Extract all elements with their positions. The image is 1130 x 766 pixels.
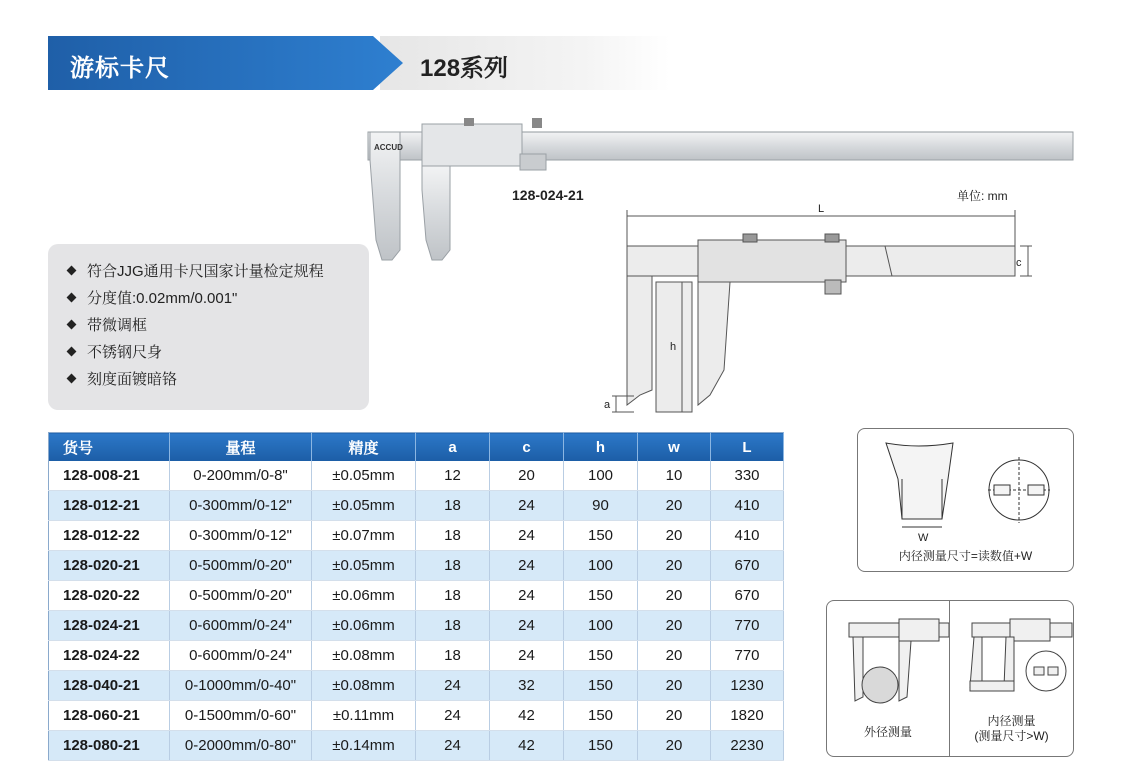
table-cell: 24 <box>416 731 490 761</box>
table-cell: 24 <box>490 611 564 641</box>
feature-item: 刻度面镀暗铬 <box>68 366 369 393</box>
col-header: c <box>490 433 564 462</box>
table-cell: 20 <box>638 701 711 731</box>
spec-table <box>48 432 784 761</box>
dim-h-label: h <box>670 341 677 353</box>
feature-item: 符合JJG通用卡尺国家计量检定规程 <box>68 258 369 285</box>
table-cell: 0-1000mm/0-40" <box>170 671 312 701</box>
table-cell: 20 <box>638 731 711 761</box>
dim-c-label: c <box>1016 257 1022 269</box>
table-row <box>49 521 784 551</box>
dim-L-label: L <box>818 203 825 215</box>
table-cell: 20 <box>490 461 564 491</box>
table-cell: 20 <box>638 551 711 581</box>
diamond-bullet-icon <box>67 347 77 357</box>
table-cell: 0-600mm/0-24" <box>170 611 312 641</box>
table-cell: 128-060-21 <box>49 701 170 731</box>
table-cell: ±0.06mm <box>312 581 416 611</box>
table-cell: 128-020-21 <box>49 551 170 581</box>
table-cell: 128-012-21 <box>49 491 170 521</box>
table-cell: 770 <box>711 611 784 641</box>
table-cell: 128-040-21 <box>49 671 170 701</box>
table-cell: 0-300mm/0-12" <box>170 491 312 521</box>
table-cell: 18 <box>416 581 490 611</box>
table-cell: ±0.08mm <box>312 641 416 671</box>
table-cell: 0-500mm/0-20" <box>170 551 312 581</box>
table-row <box>49 731 784 761</box>
table-row <box>49 491 784 521</box>
table-cell: 20 <box>638 611 711 641</box>
table-cell: 100 <box>564 551 638 581</box>
table-cell: ±0.05mm <box>312 551 416 581</box>
table-cell: 670 <box>711 581 784 611</box>
table-cell: 20 <box>638 581 711 611</box>
col-header: L <box>711 433 784 462</box>
table-cell: 24 <box>490 491 564 521</box>
table-cell: 0-200mm/0-8" <box>170 461 312 491</box>
series-title: 128系列 <box>420 55 509 82</box>
table-cell: 150 <box>564 731 638 761</box>
table-row <box>49 701 784 731</box>
feature-item: 分度值:0.02mm/0.001" <box>68 285 369 312</box>
col-header: w <box>638 433 711 462</box>
page-title: 游标卡尺 <box>70 55 170 82</box>
inner-measure-box <box>857 428 1074 572</box>
table-cell: 128-024-21 <box>49 611 170 641</box>
table-cell: ±0.05mm <box>312 491 416 521</box>
table-cell: ±0.06mm <box>312 611 416 641</box>
table-cell: 18 <box>416 551 490 581</box>
table-cell: 18 <box>416 641 490 671</box>
table-cell: ±0.08mm <box>312 671 416 701</box>
table-cell: 2230 <box>711 731 784 761</box>
table-row <box>49 551 784 581</box>
table-cell: 18 <box>416 611 490 641</box>
table-cell: ±0.11mm <box>312 701 416 731</box>
table-cell: 330 <box>711 461 784 491</box>
table-cell: 24 <box>490 581 564 611</box>
features-panel <box>48 244 369 410</box>
table-cell: 1230 <box>711 671 784 701</box>
table-cell: 0-600mm/0-24" <box>170 641 312 671</box>
feature-item: 不锈钢尺身 <box>68 339 369 366</box>
table-cell: 10 <box>638 461 711 491</box>
table-cell: 150 <box>564 641 638 671</box>
inner-measure-caption: 内径测量尺寸=读数值+W <box>898 549 1033 563</box>
table-cell: 150 <box>564 581 638 611</box>
col-header: h <box>564 433 638 462</box>
table-cell: 12 <box>416 461 490 491</box>
col-header: a <box>416 433 490 462</box>
dim-a-label: a <box>604 399 611 411</box>
table-cell: 128-020-22 <box>49 581 170 611</box>
table-cell: 0-2000mm/0-80" <box>170 731 312 761</box>
table-cell: 128-008-21 <box>49 461 170 491</box>
table-cell: 42 <box>490 731 564 761</box>
table-cell: 100 <box>564 611 638 641</box>
table-cell: 18 <box>416 491 490 521</box>
table-cell: 18 <box>416 521 490 551</box>
inner-measure-diagram <box>950 601 1073 711</box>
table-row <box>49 671 784 701</box>
table-row <box>49 641 784 671</box>
table-cell: 20 <box>638 671 711 701</box>
table-cell: 24 <box>490 551 564 581</box>
diamond-bullet-icon <box>67 374 77 384</box>
table-cell: 90 <box>564 491 638 521</box>
table-cell: 0-1500mm/0-60" <box>170 701 312 731</box>
table-cell: 24 <box>490 521 564 551</box>
col-header: 货号 <box>49 433 170 462</box>
table-cell: 100 <box>564 461 638 491</box>
diamond-bullet-icon <box>67 266 77 276</box>
measure-method-box <box>826 600 1074 757</box>
table-row <box>49 611 784 641</box>
table-cell: 1820 <box>711 701 784 731</box>
table-cell: 0-300mm/0-12" <box>170 521 312 551</box>
table-cell: 128-012-22 <box>49 521 170 551</box>
col-header: 量程 <box>170 433 312 462</box>
table-cell: 0-500mm/0-20" <box>170 581 312 611</box>
table-cell: ±0.14mm <box>312 731 416 761</box>
table-cell: ±0.07mm <box>312 521 416 551</box>
table-cell: 42 <box>490 701 564 731</box>
table-cell: 24 <box>490 641 564 671</box>
table-cell: ±0.05mm <box>312 461 416 491</box>
table-cell: 410 <box>711 521 784 551</box>
table-row <box>49 461 784 491</box>
table-cell: 150 <box>564 521 638 551</box>
table-cell: 24 <box>416 701 490 731</box>
table-cell: 32 <box>490 671 564 701</box>
table-cell: 150 <box>564 701 638 731</box>
outer-measure-caption: 外径测量 <box>863 725 912 739</box>
diamond-bullet-icon <box>67 320 77 330</box>
col-header: 精度 <box>312 433 416 462</box>
table-cell: 410 <box>711 491 784 521</box>
table-cell: 20 <box>638 491 711 521</box>
w-label: W <box>918 532 929 544</box>
table-header-row <box>49 433 784 462</box>
table-cell: 150 <box>564 671 638 701</box>
outer-measure-diagram <box>827 601 949 716</box>
table-cell: 24 <box>416 671 490 701</box>
table-cell: 128-080-21 <box>49 731 170 761</box>
brand-logo: ACCUD <box>374 143 403 152</box>
model-label: 128-024-21 <box>512 187 584 203</box>
inner-jaw-diagram <box>858 429 1073 544</box>
table-row <box>49 581 784 611</box>
unit-label: 单位: mm <box>957 189 1008 203</box>
inner-measure-caption-2: 内径测量 (测量尺寸>W) <box>974 714 1049 743</box>
table-cell: 128-024-22 <box>49 641 170 671</box>
table-cell: 670 <box>711 551 784 581</box>
dimension-drawing <box>600 200 1040 425</box>
table-cell: 770 <box>711 641 784 671</box>
feature-item: 带微调框 <box>68 312 369 339</box>
diamond-bullet-icon <box>67 293 77 303</box>
table-cell: 20 <box>638 521 711 551</box>
table-cell: 20 <box>638 641 711 671</box>
